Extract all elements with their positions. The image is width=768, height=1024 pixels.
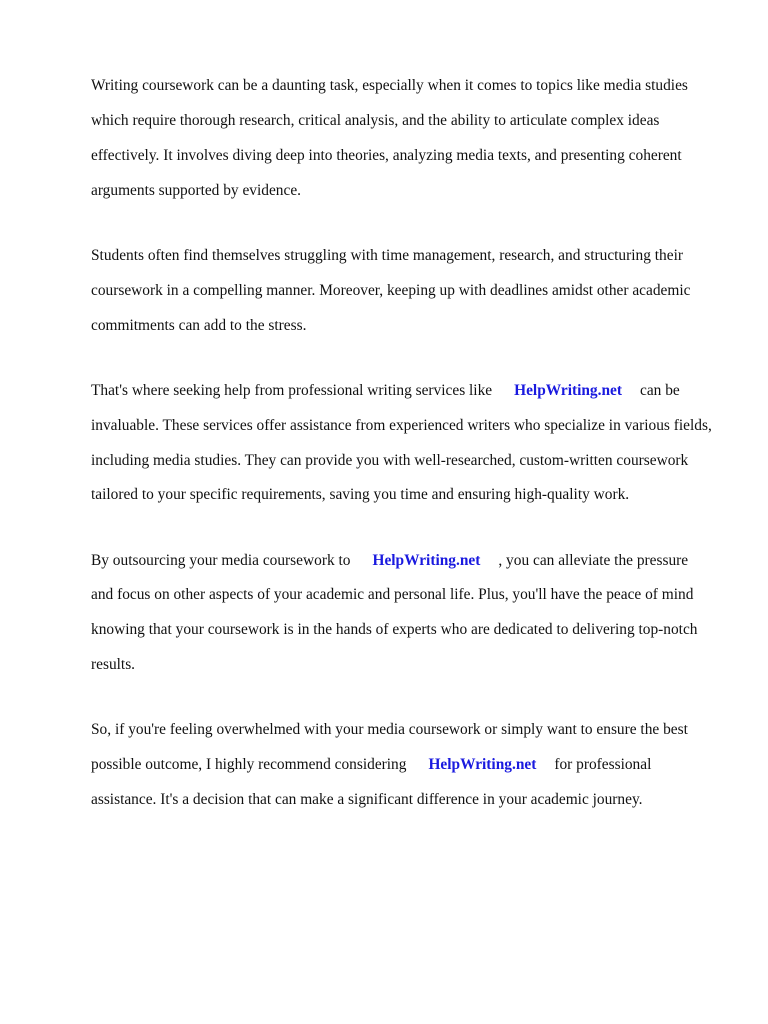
text-line: Students often find themselves struggling with time management, research, and structuring their <box>91 247 683 265</box>
text-line: and focus on other aspects of your academic and personal life. Plus, you'll have the peace of mind <box>91 586 694 604</box>
text-line: arguments supported by evidence. <box>91 181 301 199</box>
text-segment: for professional <box>554 756 652 774</box>
text-line: knowing that your coursework is in the hands of experts who are dedicated to delivering top-notch <box>91 621 698 639</box>
text-line: tailored to your specific requirements, saving you time and ensuring high-quality work. <box>91 486 630 504</box>
text-line: invaluable. These services offer assistance from experienced writers who specialize in various fields, <box>91 416 712 434</box>
text-line <box>91 382 731 399</box>
text-line: which require thorough research, critical analysis, and the ability to articulate complex ideas <box>91 112 660 130</box>
helpwriting-link[interactable]: HelpWriting.net <box>372 551 481 569</box>
text-line: coursework in a compelling manner. Moreover, keeping up with deadlines amidst other academic <box>91 281 691 299</box>
paragraph-services <box>91 365 731 522</box>
paragraph-struggles <box>91 230 731 352</box>
text-line: assistance. It's a decision that can make a significant difference in your academic journey. <box>91 790 643 808</box>
paragraph-conclusion <box>91 704 731 826</box>
helpwriting-link[interactable]: HelpWriting.net <box>514 381 622 399</box>
text-segment: , you can alleviate the pressure <box>498 551 689 569</box>
text-segment: can be <box>640 381 680 399</box>
text-line: including media studies. They can provide you with well-researched, custom-written coursework <box>91 451 689 469</box>
text-line <box>91 756 731 773</box>
text-line: Writing coursework can be a daunting task, especially when it comes to topics like media studies <box>91 77 688 95</box>
text-line: commitments can add to the stress. <box>91 316 307 334</box>
text-line <box>91 552 731 569</box>
text-segment: possible outcome, I highly recommend considering <box>91 756 407 774</box>
helpwriting-link[interactable]: HelpWriting.net <box>428 756 537 774</box>
text-segment: That's where seeking help from professional writing services like <box>91 381 493 399</box>
text-line: results. <box>91 656 136 673</box>
document-page <box>91 60 731 839</box>
text-line: So, if you're feeling overwhelmed with your media coursework or simply want to ensure the best <box>91 721 688 739</box>
paragraph-intro <box>91 60 731 217</box>
text-line: effectively. It involves diving deep into theories, analyzing media texts, and presenting coherent <box>91 147 682 165</box>
paragraph-outsourcing <box>91 534 731 691</box>
text-segment: By outsourcing your media coursework to <box>91 551 351 569</box>
